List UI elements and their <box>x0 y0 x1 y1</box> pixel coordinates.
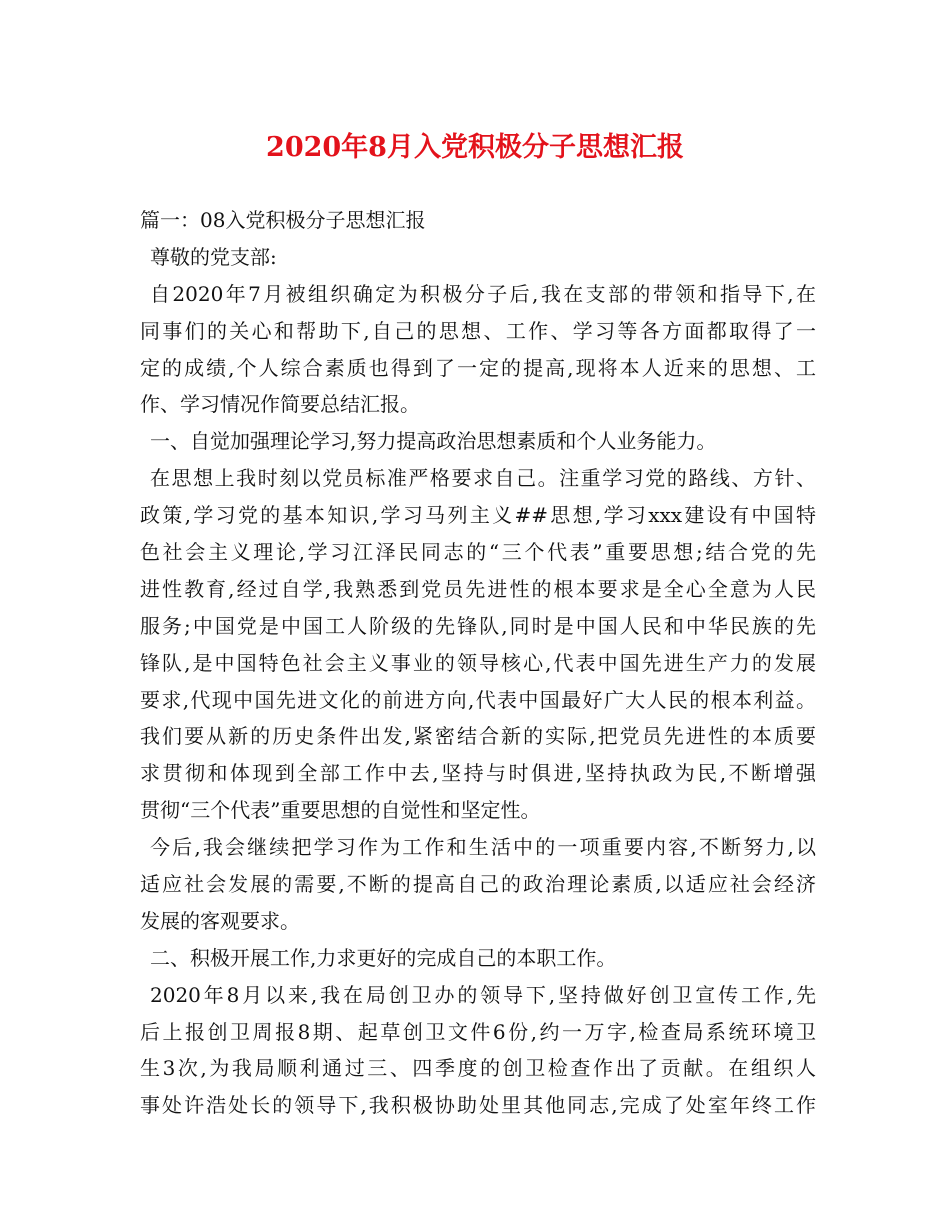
body-line: 今后,我会继续把学习作为工作和生活中的一项重要内容,不断努力,以 <box>150 835 816 860</box>
body-line: 贯彻“三个代表”重要思想的自觉性和坚定性。 <box>140 798 541 823</box>
body-line: 二、积极开展工作,力求更好的完成自己的本职工作。 <box>150 945 617 970</box>
body-line: 定的成绩,个人综合素质也得到了一定的提高,现将本人近来的思想、工 <box>140 355 816 380</box>
body-line: 服务;中国党是中国工人阶级的先锋队,同时是中国人民和中华民族的先 <box>140 613 816 638</box>
body-line: 同事们的关心和帮助下,自己的思想、工作、学习等各方面都取得了一 <box>140 318 816 343</box>
body-line: 事处许浩处长的领导下,我积极协助处里其他同志,完成了处室年终工作 <box>140 1093 816 1118</box>
body-line: 要求,代现中国先进文化的前进方向,代表中国最好广大人民的根本利益。 <box>140 687 816 712</box>
body-line: 作、学习情况作简要总结汇报。 <box>140 392 420 417</box>
body-line: 政策,学习党的基本知识,学习马列主义##思想,学习xxx建设有中国特 <box>140 503 816 528</box>
body-line: 生3次,为我局顺利通过三、四季度的创卫检查作出了贡献。在组织人 <box>140 1056 816 1081</box>
body-line: 求贯彻和体现到全部工作中去,坚持与时俱进,坚持执政为民,不断增强 <box>140 761 816 786</box>
body-line: 自2020年7月被组织确定为积极分子后,我在支部的带领和指导下,在 <box>150 281 816 306</box>
body-line: 锋队,是中国特色社会主义事业的领导核心,代表中国先进生产力的发展 <box>140 650 816 675</box>
body-line: 一、自觉加强理论学习,努力提高政治思想素质和个人业务能力。 <box>150 429 717 454</box>
document-body <box>140 202 816 1124</box>
body-line: 后上报创卫周报8期、起草创卫文件6份,约一万字,检查局系统环境卫 <box>140 1019 816 1044</box>
body-line: 适应社会发展的需要,不断的提高自己的政治理论素质,以适应社会经济 <box>140 872 816 897</box>
document-title: 2020年8月入党积极分子思想汇报 <box>266 132 684 163</box>
body-line: 我们要从新的历史条件出发,紧密结合新的实际,把党员先进性的本质要 <box>140 724 816 749</box>
body-line: 发展的客观要求。 <box>140 908 300 933</box>
body-line: 在思想上我时刻以党员标准严格要求自己。注重学习党的路线、方针、 <box>150 466 816 491</box>
body-line: 尊敬的党支部: <box>150 244 277 269</box>
body-line: 色社会主义理论,学习江泽民同志的“三个代表”重要思想;结合党的先 <box>140 540 816 565</box>
body-line: 进性教育,经过自学,我熟悉到党员先进性的根本要求是全心全意为人民 <box>140 576 816 601</box>
body-line: 篇一：08入党积极分子思想汇报 <box>140 208 426 232</box>
body-line: 2020年8月以来,我在局创卫办的领导下,坚持做好创卫宣传工作,先 <box>150 982 816 1007</box>
